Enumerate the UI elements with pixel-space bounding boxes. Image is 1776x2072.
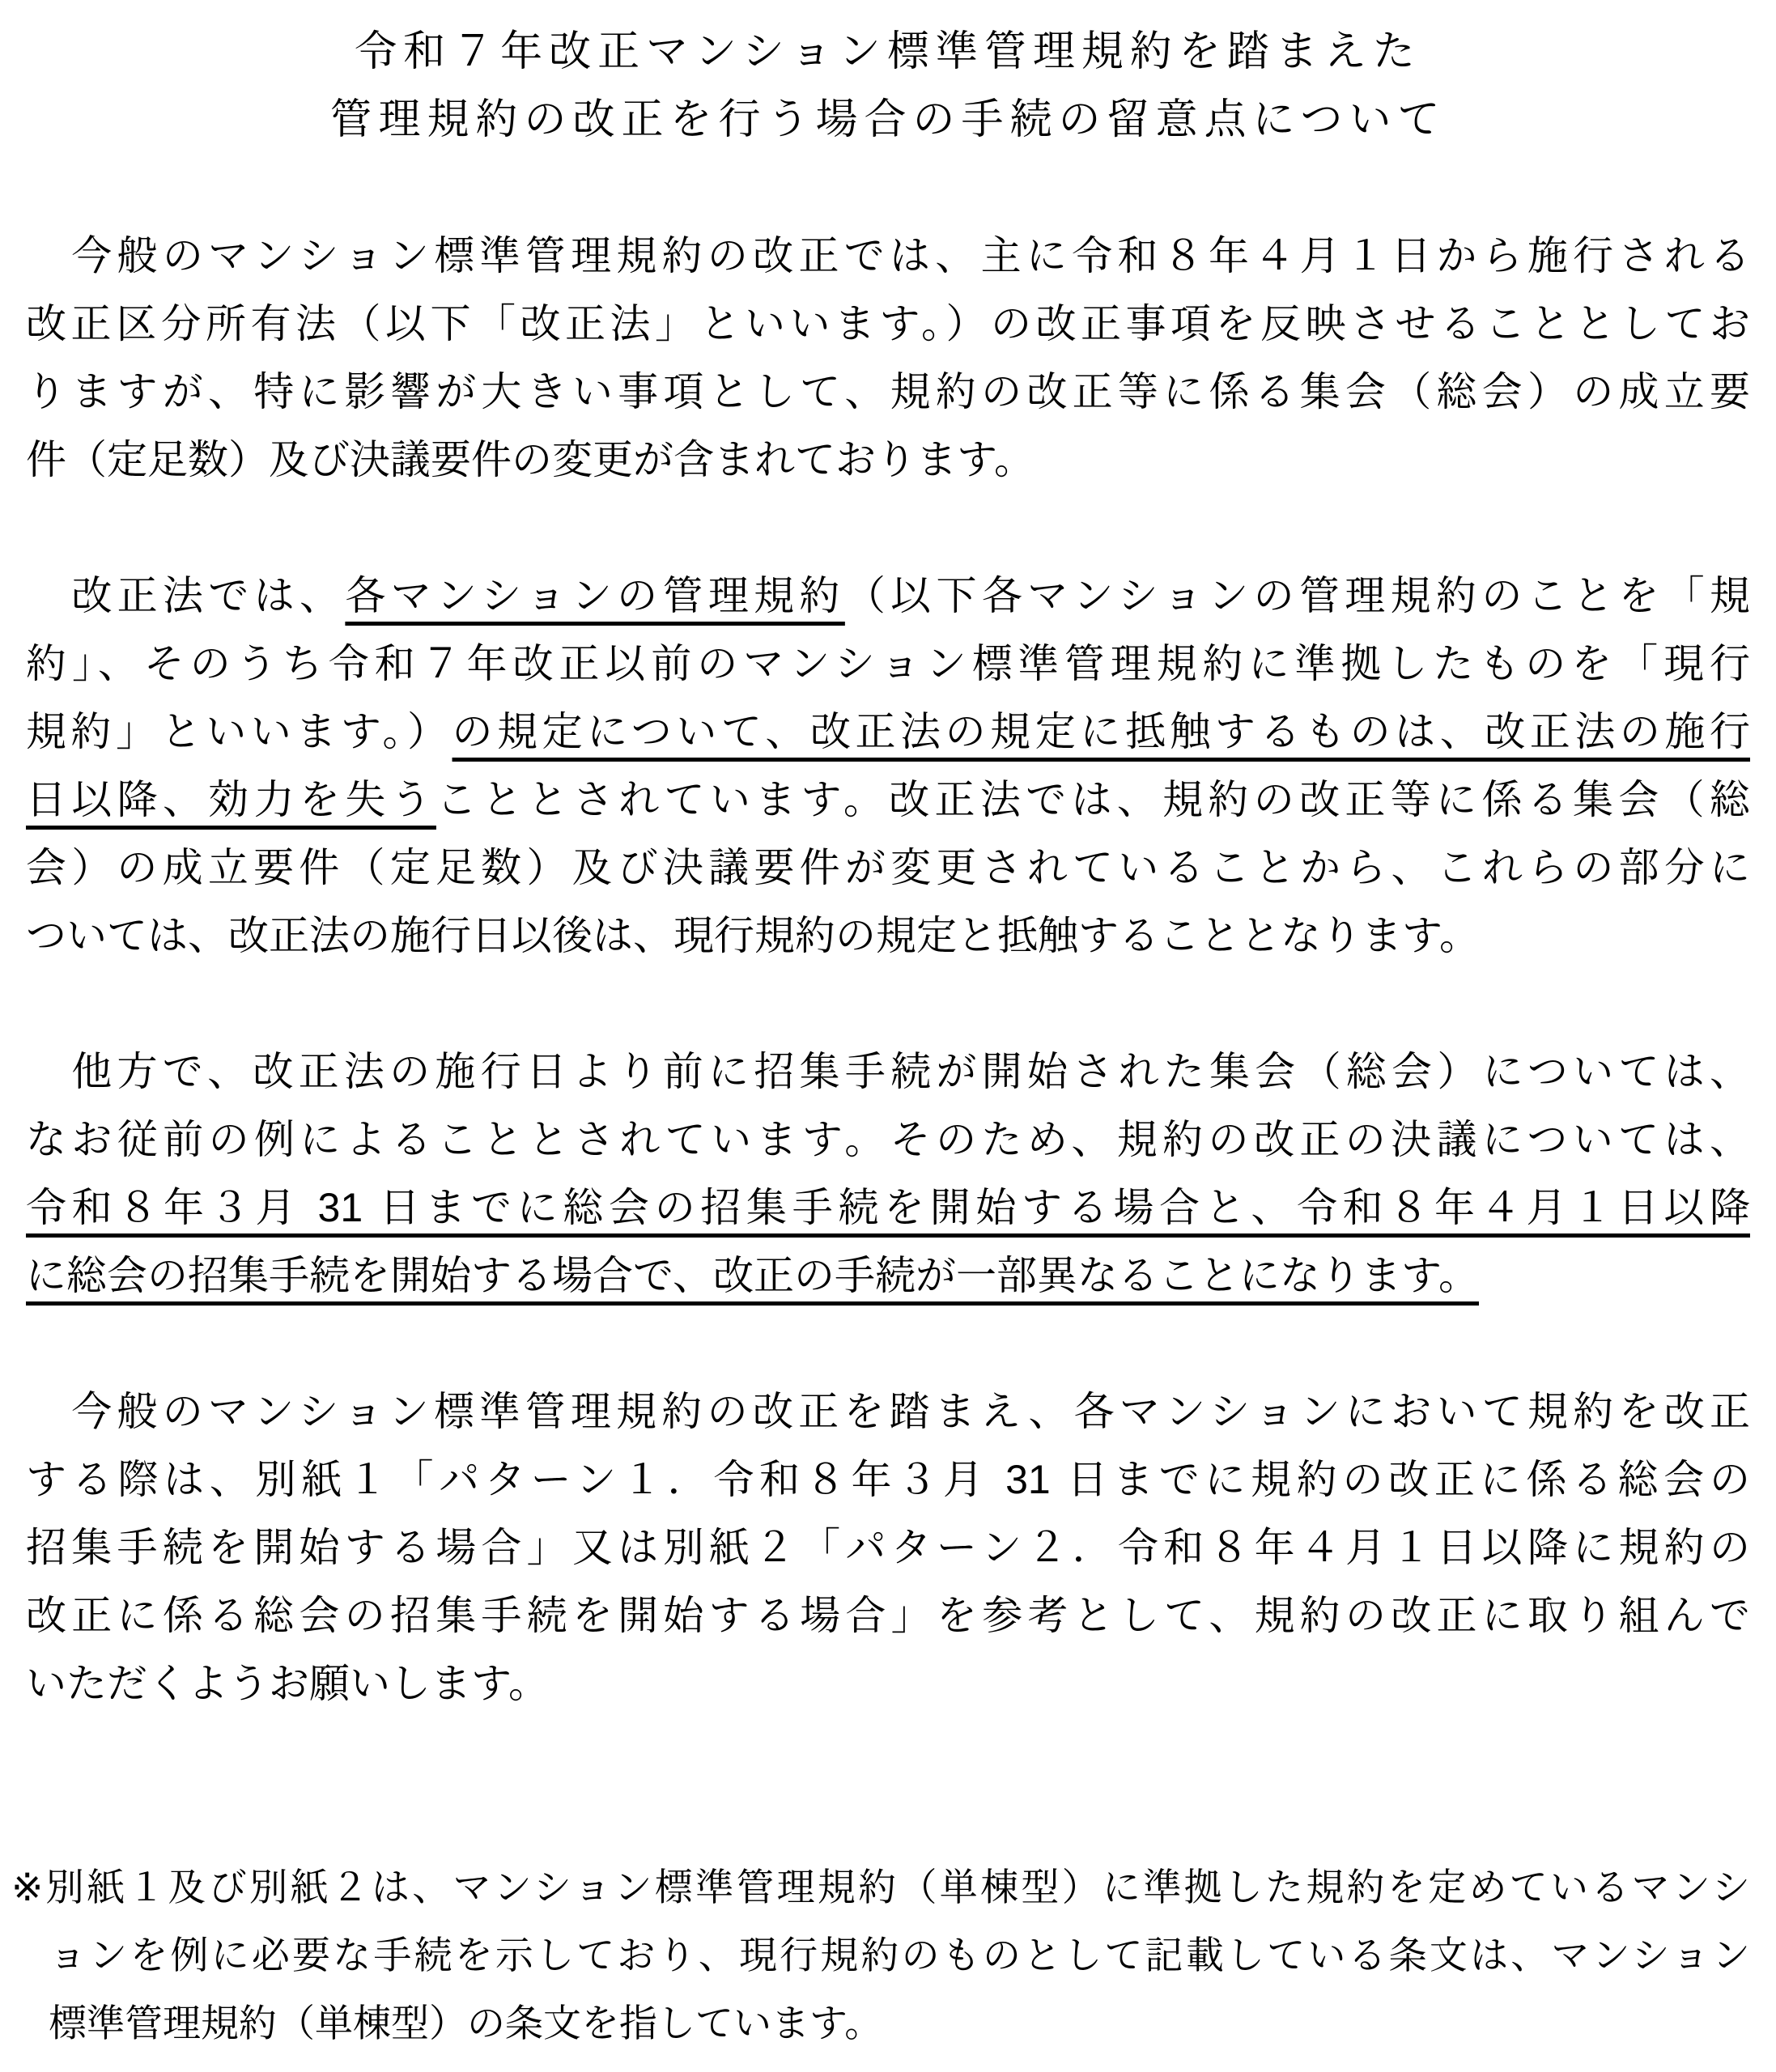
text-segment: ついては、改正法の施行日以後は、現行規約の規定と抵触することとなります。 <box>26 913 1480 958</box>
paragraph-line <box>26 222 1750 290</box>
paragraph-line <box>26 1650 1750 1717</box>
text-segment: 今般のマンション標準管理規約の改正では、主に令和８年４月１日から施行される <box>26 233 1750 278</box>
text-segment: 他方で、改正法の施行日より前に招集手続が開始された集会（総会）については、 <box>26 1049 1750 1094</box>
underlined-text: 令和８年３月 31 日までに総会の招集手続を開始する場合と、令和８年４月１日以降 <box>26 1185 1750 1230</box>
body-paragraph <box>26 562 1750 970</box>
text-segment: する際は、別紙１「パターン１．令和８年３月 31 日までに規約の改正に係る総会の <box>26 1457 1750 1502</box>
paragraph-line <box>26 834 1750 902</box>
underlined-text: の規定について、改正法の規定に抵触するものは、改正法の施行 <box>452 709 1751 754</box>
title-line: 管理規約の改正を行う場合の手続の留意点について <box>329 96 1447 143</box>
text-segment: りますが、特に影響が大きい事項として、規約の改正等に係る集会（総会）の成立要 <box>26 369 1750 414</box>
text-segment: 改正に係る総会の招集手続を開始する場合」を参考として、規約の改正に取り組んで <box>26 1593 1750 1638</box>
text-segment: （以下各マンションの管理規約のことを「規 <box>844 573 1751 618</box>
paragraph-line <box>26 358 1750 426</box>
text-segment: 規約」といいます。） <box>26 709 452 754</box>
paragraph-line <box>26 1242 1750 1310</box>
paragraph-line <box>26 630 1750 698</box>
title-line: 令和７年改正マンション標準管理規約を踏まえた <box>355 28 1421 75</box>
footnote-line: ※別紙１及び別紙２は、マンション標準管理規約（単棟型）に準拠した規約を定めているマンシ <box>11 1866 1750 1909</box>
text-segment: 改正区分所有法（以下「改正法」といいます。）の改正事項を反映させることとしてお <box>26 301 1750 346</box>
paragraph-line <box>26 1378 1750 1446</box>
paragraph-line <box>26 426 1750 494</box>
paragraph-line <box>26 1514 1750 1582</box>
text-segment: 改正法では、 <box>26 573 346 618</box>
text-segment: 会）の成立要件（定足数）及び決議要件が変更されていることから、これらの部分に <box>26 845 1750 890</box>
document-title <box>26 18 1750 154</box>
paragraph-line <box>26 902 1750 970</box>
text-segment: 今般のマンション標準管理規約の改正を踏まえ、各マンションにおいて規約を改正 <box>26 1389 1750 1434</box>
footnote-line: ョンを例に必要な手続を示しており、現行規約のものとして記載している条文は、マンション <box>49 1934 1750 1976</box>
text-segment: 招集手続を開始する場合」又は別紙２「パターン２．令和８年４月１日以降に規約の <box>26 1525 1750 1570</box>
footnote-line: 標準管理規約（単棟型）の条文を指しています。 <box>49 2002 883 2044</box>
underlined-text: 各マンションの管理規約 <box>345 573 845 618</box>
footnote <box>11 1853 1750 2057</box>
text-segment: なお従前の例によることとされています。そのため、規約の改正の決議については、 <box>26 1117 1750 1162</box>
text-segment: こととされています。改正法では、規約の改正等に係る集会（総 <box>436 777 1751 822</box>
underlined-text: に総会の招集手続を開始する場合で、改正の手続が一部異なることになります。 <box>26 1253 1479 1298</box>
body-paragraph <box>26 1378 1750 1717</box>
paragraph-line <box>26 562 1750 630</box>
paragraph-line <box>26 290 1750 358</box>
text-segment: 約」、そのうち令和７年改正以前のマンション標準管理規約に準拠したものを「現行 <box>26 641 1750 686</box>
paragraph-line <box>26 698 1750 766</box>
document-body <box>26 222 1750 1717</box>
underlined-text: 日以降、効力を失う <box>26 777 436 822</box>
text-segment: いただくようお願いします。 <box>26 1661 549 1706</box>
paragraph-line <box>26 766 1750 834</box>
paragraph-line <box>26 1582 1750 1650</box>
paragraph-line <box>26 1106 1750 1174</box>
text-segment: 件（定足数）及び決議要件の変更が含まれております。 <box>26 437 1035 482</box>
body-paragraph <box>26 1038 1750 1310</box>
body-paragraph <box>26 222 1750 494</box>
paragraph-line <box>26 1446 1750 1514</box>
paragraph-line <box>26 1174 1750 1242</box>
paragraph-line <box>26 1038 1750 1106</box>
